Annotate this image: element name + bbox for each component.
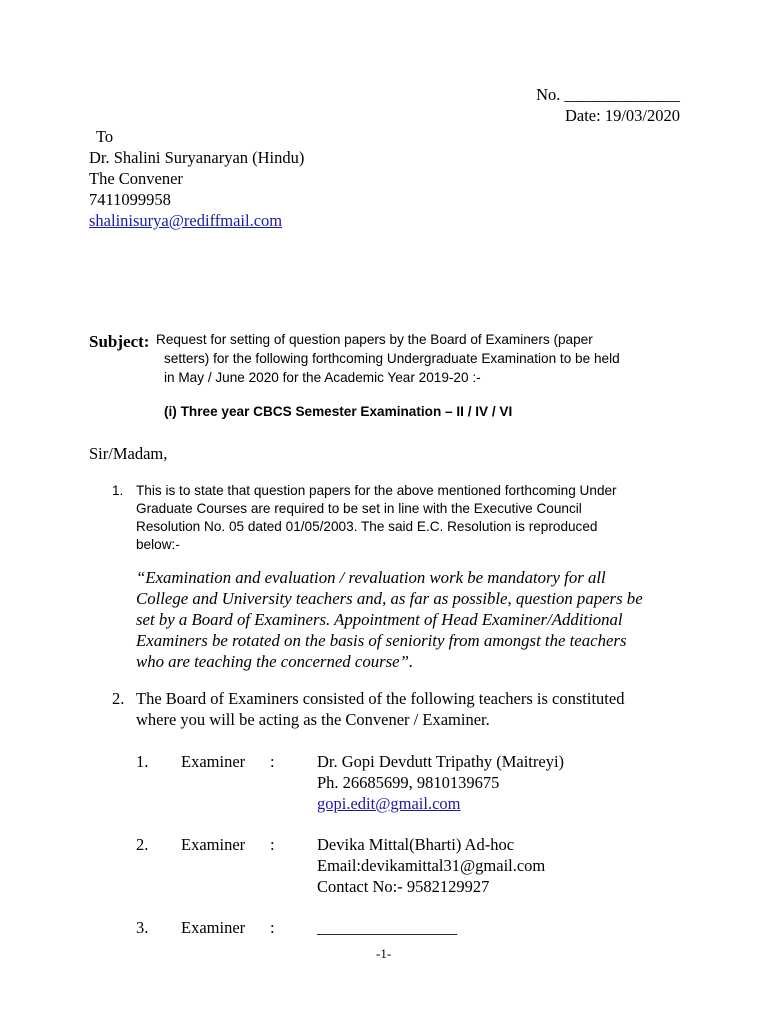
examiner-2-role: Examiner bbox=[181, 835, 246, 854]
point-1-line-2: Graduate Courses are required to be set in line with the Executive Council bbox=[136, 501, 582, 516]
quote-line-1: “Examination and evaluation / revaluation work be mandatory for all bbox=[136, 568, 606, 587]
recipient-phone: 7411099958 bbox=[89, 190, 171, 209]
reference-number: No. ______________ bbox=[536, 85, 680, 104]
point-1-line-4: below:- bbox=[136, 537, 180, 552]
point-1-line-3: Resolution No. 05 dated 01/05/2003. The said E.C. Resolution is reproduced bbox=[136, 519, 598, 534]
examiner-2-colon: : bbox=[270, 835, 275, 854]
recipient-title: The Convener bbox=[89, 169, 183, 188]
quote-line-2: College and University teachers and, as far as possible, question papers be bbox=[136, 589, 643, 608]
examiner-1-phone: Ph. 26685699, 9810139675 bbox=[317, 773, 500, 792]
examiner-3-role: Examiner bbox=[181, 918, 246, 937]
examiner-1-email-link[interactable]: gopi.edit@gmail.com bbox=[317, 794, 461, 813]
examiner-3-colon: : bbox=[270, 918, 275, 937]
point-2-line-2: where you will be acting as the Convener / Examiner. bbox=[136, 710, 490, 729]
recipient-name: Dr. Shalini Suryanaryan (Hindu) bbox=[89, 148, 305, 167]
subject-line-2: setters) for the following forthcoming Undergraduate Examination to be held bbox=[164, 351, 620, 366]
examiner-1-role: Examiner bbox=[181, 752, 246, 771]
examiner-2-name: Devika Mittal(Bharti) Ad-hoc bbox=[317, 835, 515, 854]
point-2-line-1: The Board of Examiners consisted of the following teachers is constituted bbox=[136, 689, 625, 708]
recipient-email-link[interactable]: shalinisurya@rediffmail.com bbox=[89, 211, 283, 230]
exam-title: (i) Three year CBCS Semester Examination – II / IV / VI bbox=[164, 404, 513, 419]
point-1-number: 1. bbox=[112, 483, 124, 498]
examiner-3-number: 3. bbox=[136, 918, 149, 937]
quote-line-4: Examiners be rotated on the basis of seniority from amongst the teachers bbox=[136, 631, 627, 650]
examiner-1-name: Dr. Gopi Devdutt Tripathy (Maitreyi) bbox=[317, 752, 565, 771]
quote-line-3: set by a Board of Examiners. Appointment of Head Examiner/Additional bbox=[136, 610, 623, 629]
examiner-1-number: 1. bbox=[136, 752, 149, 771]
subject-line-1: Request for setting of question papers by the Board of Examiners (paper bbox=[156, 332, 593, 347]
quote-line-5: who are teaching the concerned course”. bbox=[136, 652, 414, 671]
examiner-1-colon: : bbox=[270, 752, 275, 771]
page-number: -1- bbox=[376, 946, 392, 961]
point-2-number: 2. bbox=[112, 689, 125, 708]
subject-line-3: in May / June 2020 for the Academic Year 2019-20 :- bbox=[164, 370, 481, 385]
examiner-2-contact: Contact No:- 9582129927 bbox=[317, 877, 490, 896]
letter-date: Date: 19/03/2020 bbox=[564, 106, 680, 125]
examiner-2-email: Email:devikamittal31@gmail.com bbox=[317, 856, 546, 875]
subject-label: Subject: bbox=[89, 332, 150, 351]
examiner-3-blank: _________________ bbox=[317, 918, 458, 937]
examiner-2-number: 2. bbox=[136, 835, 149, 854]
to-label: To bbox=[96, 127, 114, 146]
point-1-line-1: This is to state that question papers for the above mentioned forthcoming Under bbox=[136, 483, 617, 498]
salutation: Sir/Madam, bbox=[89, 444, 168, 463]
